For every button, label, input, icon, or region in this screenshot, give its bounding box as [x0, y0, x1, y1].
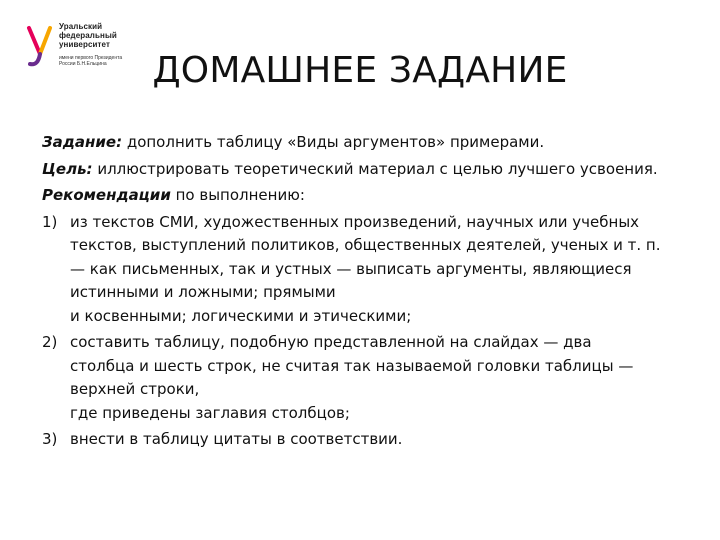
list-item	[42, 211, 692, 329]
slide-title: ДОМАШНЕЕ ЗАДАНИЕ	[152, 50, 568, 91]
goal-paragraph	[42, 158, 692, 182]
task-paragraph	[42, 131, 692, 155]
list-item-line: — как письменных, так и устных — выписать аргументы, являющиеся	[70, 259, 632, 278]
list-item-line: столбца и шесть строк, не считая так называемой головки таблицы —	[70, 356, 634, 375]
slide-content	[42, 131, 692, 455]
list-item-number: 1)	[42, 212, 58, 231]
logo-line-2: федеральный	[59, 31, 117, 40]
list-item-number: 3)	[42, 430, 58, 448]
list-item-line: где приведены заглавия столбцов;	[70, 403, 350, 422]
list-item-line: из текстов СМИ, художественных произведений, научных или учебных	[70, 212, 640, 231]
logo-sub-line-1: имени первого Президента	[59, 55, 123, 61]
list-item	[42, 428, 692, 452]
task-label: Задание:	[42, 133, 123, 151]
logo-text	[59, 22, 117, 49]
list-item-line: составить таблицу, подобную представленной на слайдах — два	[70, 333, 592, 351]
logo-line-1: Уральский	[59, 22, 103, 31]
list-item-line: и косвенными; логическими и этическими;	[70, 306, 412, 325]
list-item-line: текстов, выступлений политиков, общественных деятелей, ученых и т. п.	[70, 236, 661, 254]
list-item-line: внести в таблицу цитаты в соответствии.	[70, 430, 403, 448]
task-text: дополнить таблицу «Виды аргументов» примерами.	[122, 133, 545, 151]
steps-list	[42, 211, 692, 452]
goal-label: Цель:	[42, 159, 93, 178]
list-item-line: истинными и ложными; прямыми	[70, 283, 336, 301]
recommendations-label: Рекомендации	[42, 186, 171, 204]
list-item-number: 2)	[42, 333, 58, 351]
logo-sub-line-2: России Б.Н.Ельцина	[59, 61, 107, 67]
recommendations-text: по выполнению:	[170, 186, 305, 204]
recommendations-paragraph	[42, 184, 692, 208]
goal-text: иллюстрировать теоретический материал с целью лучшего усвоения.	[92, 159, 658, 178]
list-item	[42, 331, 692, 425]
logo-line-3: университет	[59, 40, 110, 49]
list-item-line: верхней строки,	[70, 380, 200, 398]
